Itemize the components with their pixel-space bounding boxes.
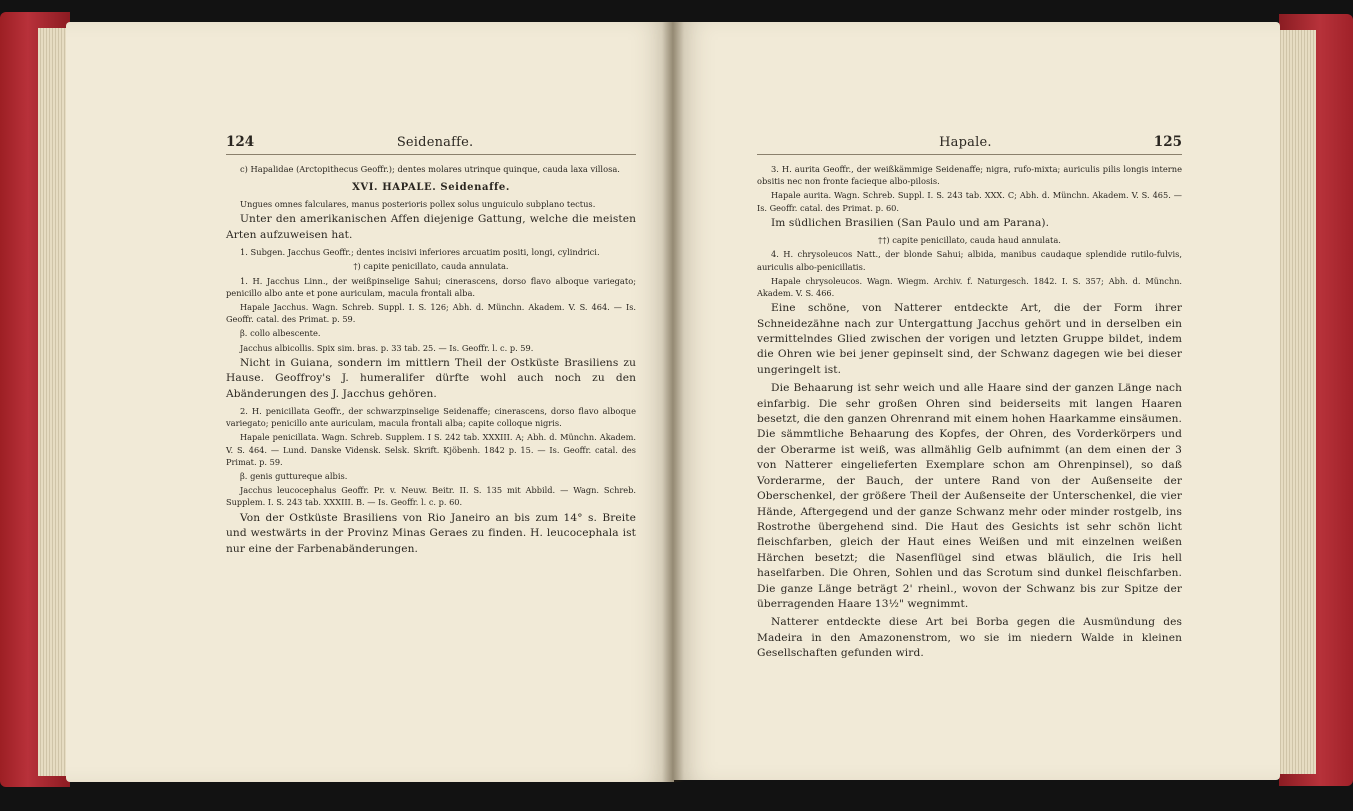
right-page-header xyxy=(757,134,1182,155)
text-paragraph: 3. H. aurita Geoffr., der weißkämmige Seidenaffe; nigra, rufo-mixta; auriculis pilis longis interne obsitis nec non fronte facieque albo-pilosis. xyxy=(757,164,1182,187)
text-paragraph: 1. Subgen. Jacchus Geoffr.; dentes incisivi inferiores arcuatim positi, longi, cylindrici. xyxy=(240,247,600,258)
left-page-header xyxy=(226,134,636,155)
left-page-content xyxy=(226,134,636,560)
right-page-text xyxy=(757,163,1182,662)
text-paragraph: Ungues omnes falculares, manus posterioris pollex solus unguiculo subplano tectus. xyxy=(240,199,596,210)
text-paragraph: Hapale chrysoleucos. Wagn. Wiegm. Archiv. f. Naturgesch. 1842. I. S. 357; Abh. d. Münchn. Akadem. V. S. 466. xyxy=(757,275,1182,299)
text-paragraph: Unter den amerikanischen Affen diejenige Gattung, welche die meisten Arten aufzuweisen hat. xyxy=(226,213,636,241)
book-gutter xyxy=(662,22,684,782)
right-page xyxy=(672,22,1280,780)
left-page-text xyxy=(226,163,636,557)
text-paragraph: Natterer entdeckte diese Art bei Borba gegen die Ausmündung des Madeira in den Amazonenstrom, wo sie im niedern Walde in kleinen Gesellschaften gefunden wird. xyxy=(757,616,1182,660)
text-paragraph: Hapale penicillata. Wagn. Schreb. Supplem. I S. 242 tab. XXXIII. A; Abh. d. Münchn. Akadem. V. S. 464. — Lund. Danske Vidensk. Selsk. Skrift. Kjöbenh. 1842 p. 15. — Is. Geoffr. catal. des Primat. p. 59. xyxy=(226,432,636,467)
text-paragraph: Im südlichen Brasilien (San Paulo und am Parana). xyxy=(771,216,1050,229)
text-paragraph: 4. H. chrysoleucos Natt., der blonde Sahui; albida, manibus caudaque splendide rutilo-fulvis, auriculis albo-penicillatis. xyxy=(757,249,1182,272)
page-number: 125 xyxy=(1153,134,1182,150)
text-paragraph: β. collo albescente. xyxy=(240,328,321,339)
text-paragraph: †) capite penicillato, cauda annulata. xyxy=(353,261,509,272)
text-paragraph: ††) capite penicillato, cauda haud annulata. xyxy=(878,235,1061,246)
text-paragraph: Von der Ostküste Brasiliens von Rio Janeiro an bis zum 14° s. Breite und westwärts in der Provinz Minas Geraes zu finden. H. leucocephala ist nur eine der Farbenabänderungen. xyxy=(226,511,636,555)
text-paragraph: c) Hapalidae (Arctopithecus Geoffr.); dentes molares utrinque quinque, cauda laxa villosa. xyxy=(240,164,620,174)
text-paragraph: 1. H. Jacchus Linn., der weißpinselige Sahui; cinerascens, dorso flavo alboque variegato; penicillo albo ante et pone auriculam, macula frontali alba. xyxy=(226,275,636,298)
text-paragraph: XVI. HAPALE. Seidenaffe. xyxy=(352,182,510,194)
running-title: Seidenaffe. xyxy=(396,135,474,150)
text-paragraph: Nicht in Guiana, sondern im mittlern Theil der Ostküste Brasiliens zu Hause. Geoffroy's J. humeralifer dürfte wohl auch noch zu den Abänderungen des J. Jacchus gehören. xyxy=(226,356,636,400)
text-paragraph: Hapale aurita. Wagn. Schreb. Suppl. I. S. 243 tab. XXX. C; Abh. d. Münchn. Akadem. V. S. 465. — Is. Geoffr. catal. des Primat. p. 60. xyxy=(757,190,1182,213)
page-number: 124 xyxy=(226,134,255,150)
text-paragraph: β. genis guttureque albis. xyxy=(240,471,348,482)
text-paragraph: Eine schöne, von Natterer entdeckte Art, die der Form ihrer Schneidezähne nach zur Untergattung Jacchus gehört und in derselben ein vermittelndes Glied zwischen der vorigen und letzten Gruppe bildet, indem die Ohren wie bei jener gepinselt sind, der Schwanz dagegen wie bei dieser ungeringelt ist. xyxy=(757,302,1182,376)
text-paragraph: Hapale Jacchus. Wagn. Schreb. Suppl. I. S. 126; Abh. d. Münchn. Akadem. V. S. 464. — Is. Geoffr. catal. des Primat. p. 59. xyxy=(226,302,636,325)
text-paragraph: 2. H. penicillata Geoffr., der schwarzpinselige Seidenaffe; cinerascens, dorso flavo alboque variegato; penicillo ante auriculam, macula frontali alba; capite colloque nigris. xyxy=(226,406,636,429)
text-paragraph: Die Behaarung ist sehr weich und alle Haare sind der ganzen Länge nach einfarbig. Die sehr großen Ohren sind beiderseits mit langen Haaren besetzt, die den ganzen Ohrenrand mit einem hohen Haarkamme einsäumen. Die sämmtliche Behaarung des Kopfes, der Ohren, des Vorderkörpers und der Oberarme ist weiß, was allmählig Gelb aufnimmt (an dem einen der 3 von Natterer eingelieferten Exemplare schon am Ohrenpinsel), so daß Vorderarme, der Bauch, der untere Rand von der Außenseite der Oberschenkel, der größere Theil der Außenseite der Unterschenkel, die vier Hände, Aftergegend und der ganze Schwanz mehr oder minder rostgelb, ins Rostrothe übergehend sind. Die Haut des Gesichts ist sehr schön licht fleischfarben, gleich der Haut eines Weißen und mit einzelnen weißen Härchen besetzt; die Nasenflügel sind etwas bläulich, die Iris hell haselfarben. Die Ohren, Sohlen und das Scrotum sind dunkel fleischfarben. Die ganze Länge beträgt 2' rheinl., wovon der Schwanz bis zur Spitze der überragenden Haare 13½" wegnimmt. xyxy=(757,382,1182,610)
text-paragraph: Jacchus leucocephalus Geoffr. Pr. v. Neuw. Beitr. II. S. 135 mit Abbild. — Wagn. Schreb. Supplem. I. S. 243 tab. XXXIII. B. — Is. Geoffr. l. c. p. 60. xyxy=(226,485,636,508)
text-paragraph: Jacchus albicollis. Spix sim. bras. p. 33 tab. 25. — Is. Geoffr. l. c. p. 59. xyxy=(240,342,534,353)
right-page-content xyxy=(757,134,1182,665)
left-page xyxy=(66,22,674,782)
running-title: Hapale. xyxy=(939,135,992,150)
